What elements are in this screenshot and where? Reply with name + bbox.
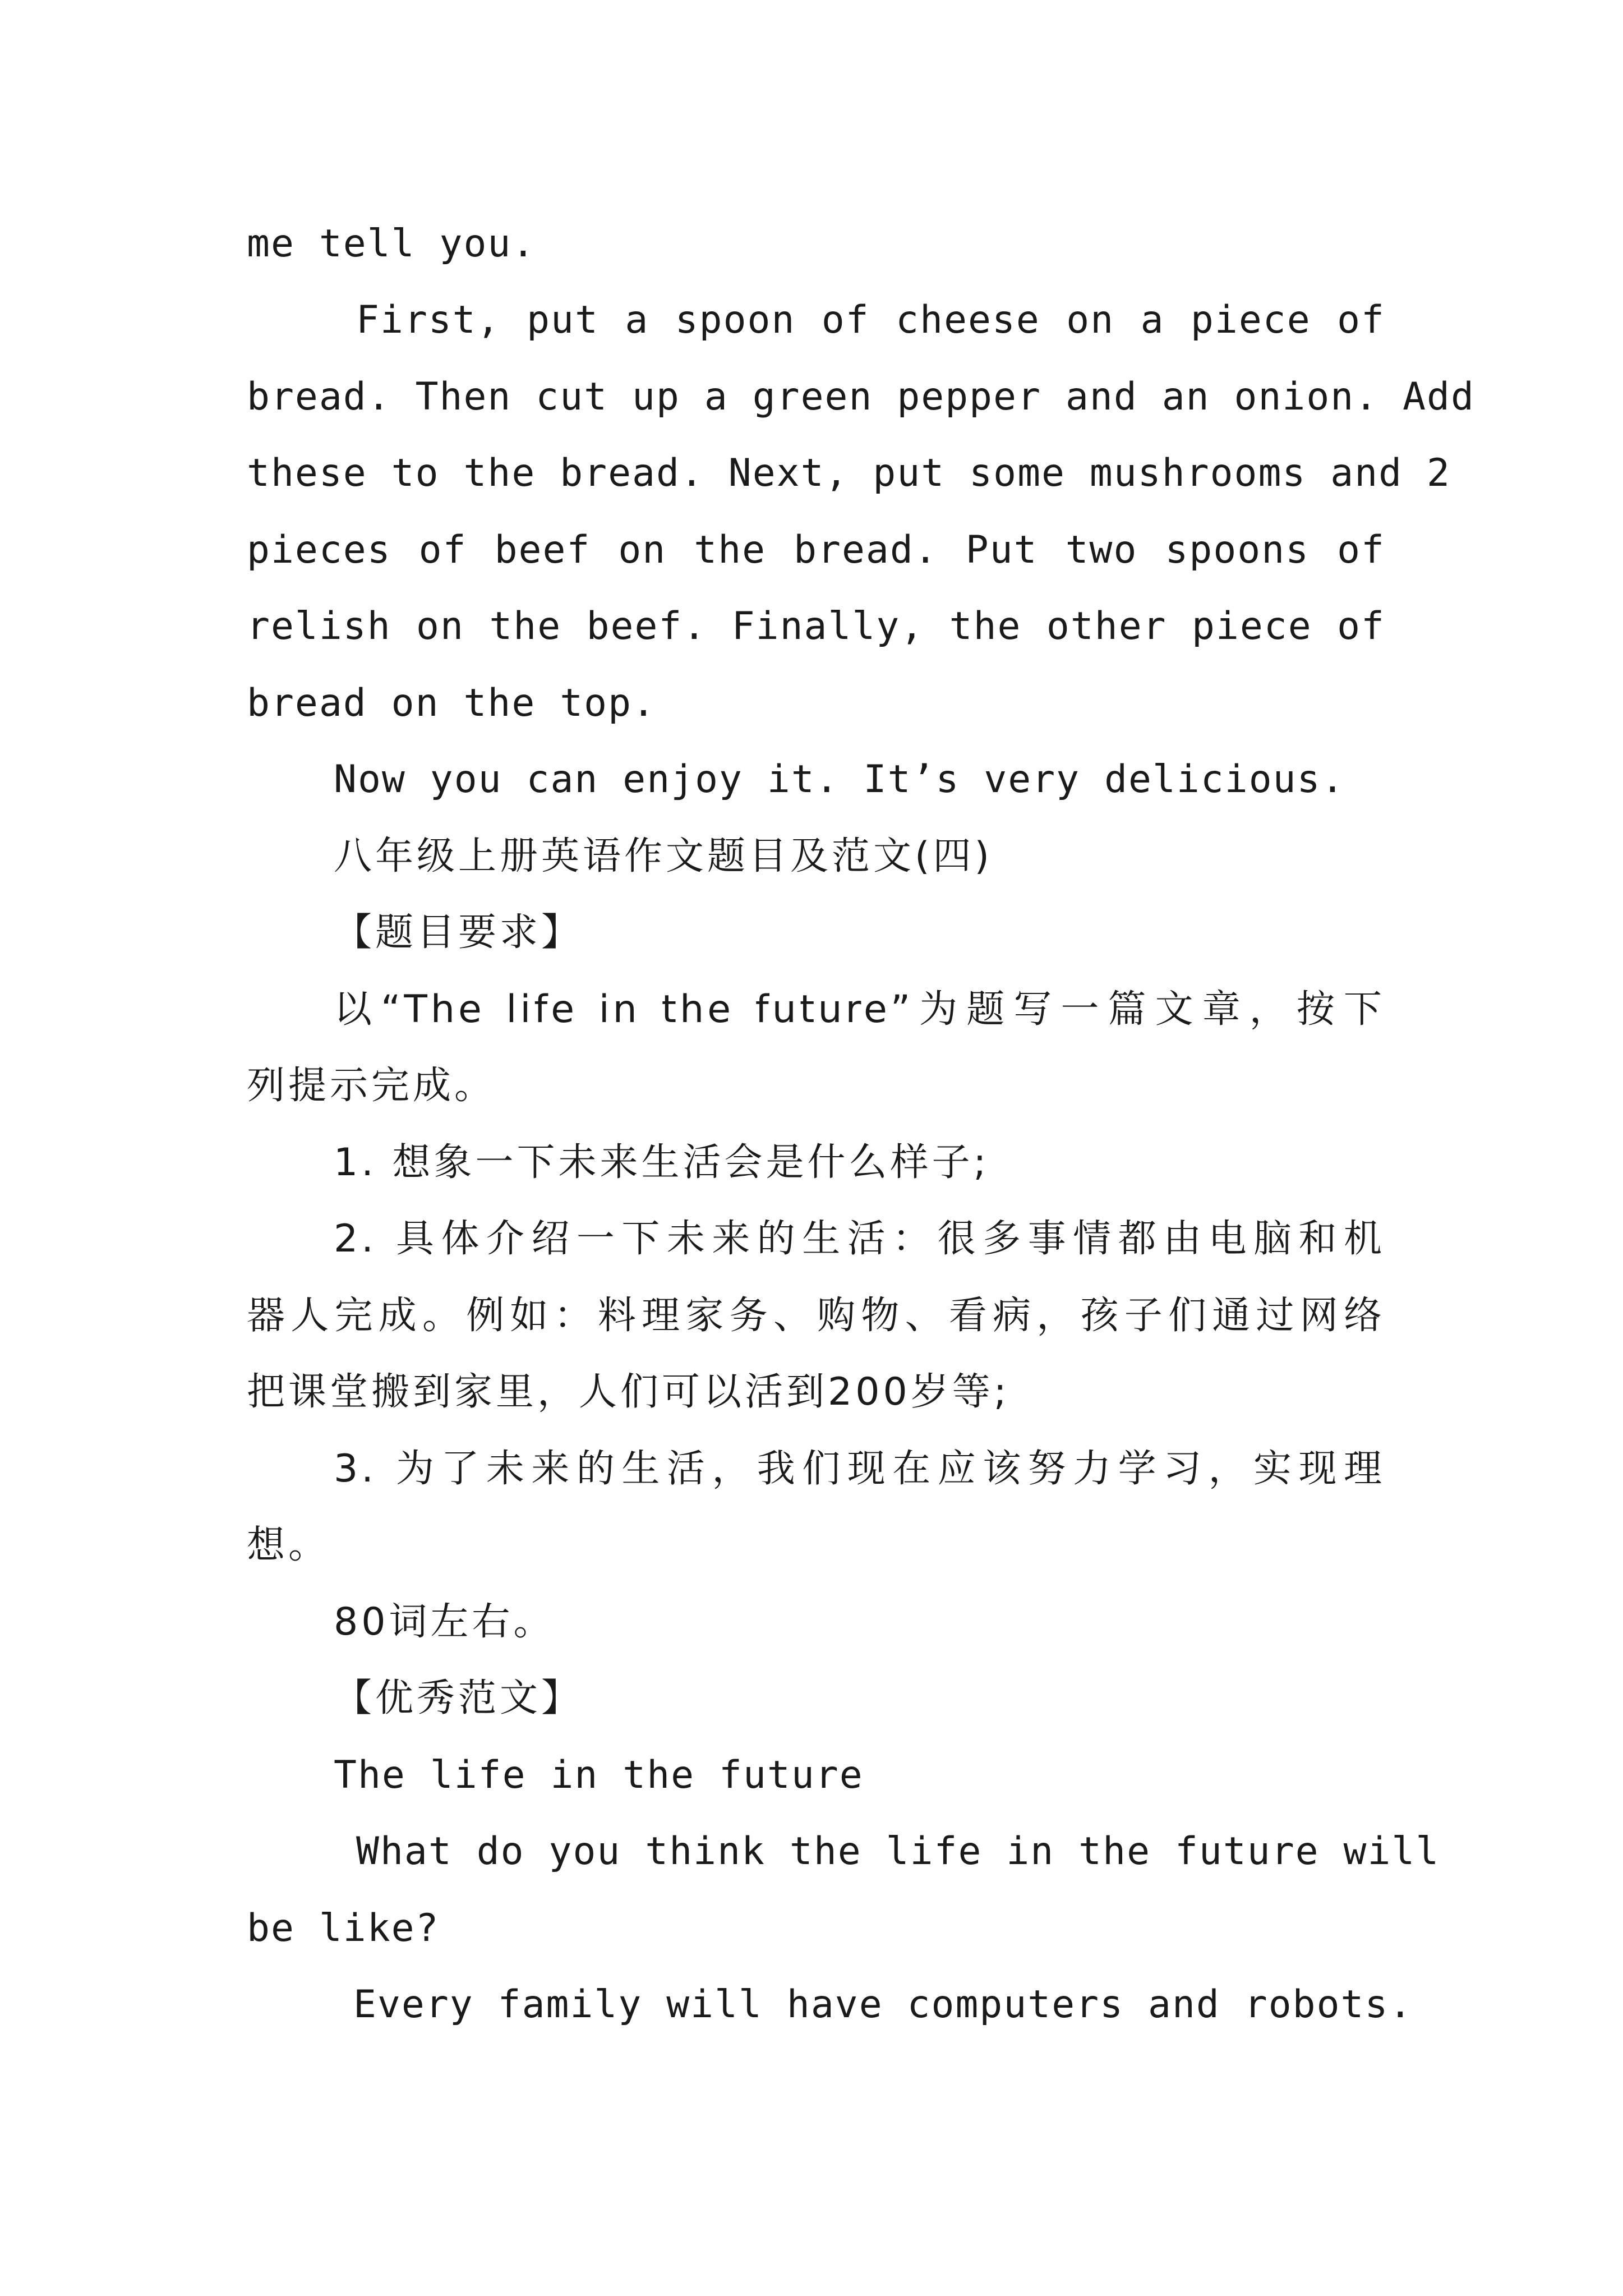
essay-title: The life in the future [334, 1753, 864, 1797]
section-heading: 八年级上册英语作文题目及范文(四) [334, 834, 993, 878]
text-line: bread on the top. [247, 681, 656, 725]
text-line: pieces of beef on the bread. Put two spoons of [247, 528, 1385, 572]
text-line: Every family will have computers and robots. [353, 1982, 1413, 2027]
text-line: 把课堂搬到家里，人们可以活到200岁等; [247, 1370, 1010, 1414]
list-item: 3. 为了未来的生活，我们现在应该努力学习，实现理 [334, 1447, 1385, 1491]
text-line: First, put a spoon of cheese on a piece of [356, 298, 1385, 342]
text-line: be like? [247, 1906, 440, 1950]
text-line: What do you think the life in the future will [356, 1829, 1440, 1874]
text-line: 想。 [247, 1523, 330, 1567]
text-line: these to the bread. Next, put some mushrooms and 2 [247, 451, 1451, 495]
list-item: 2. 具体介绍一下未来的生活：很多事情都由电脑和机 [334, 1217, 1385, 1261]
text-line: relish on the beef. Finally, the other piece of [247, 604, 1385, 648]
list-item: 1. 想象一下未来生活会是什么样子; [334, 1140, 990, 1185]
text-line: 以“The life in the future”为题写一篇文章，按下 [334, 987, 1385, 1032]
subheading: 【优秀范文】 [334, 1676, 583, 1720]
text-line: 80词左右。 [334, 1600, 555, 1644]
text-line: bread. Then cut up a green pepper and an onion. Add [247, 375, 1475, 419]
subheading: 【题目要求】 [334, 910, 583, 955]
text-line: 列提示完成。 [247, 1064, 496, 1108]
text-line: Now you can enjoy it. It’s very delicious. [334, 757, 1345, 802]
text-line: 器人完成。例如：料理家务、购物、看病，孩子们通过网络 [247, 1294, 1385, 1338]
text-line: me tell you. [247, 222, 536, 266]
